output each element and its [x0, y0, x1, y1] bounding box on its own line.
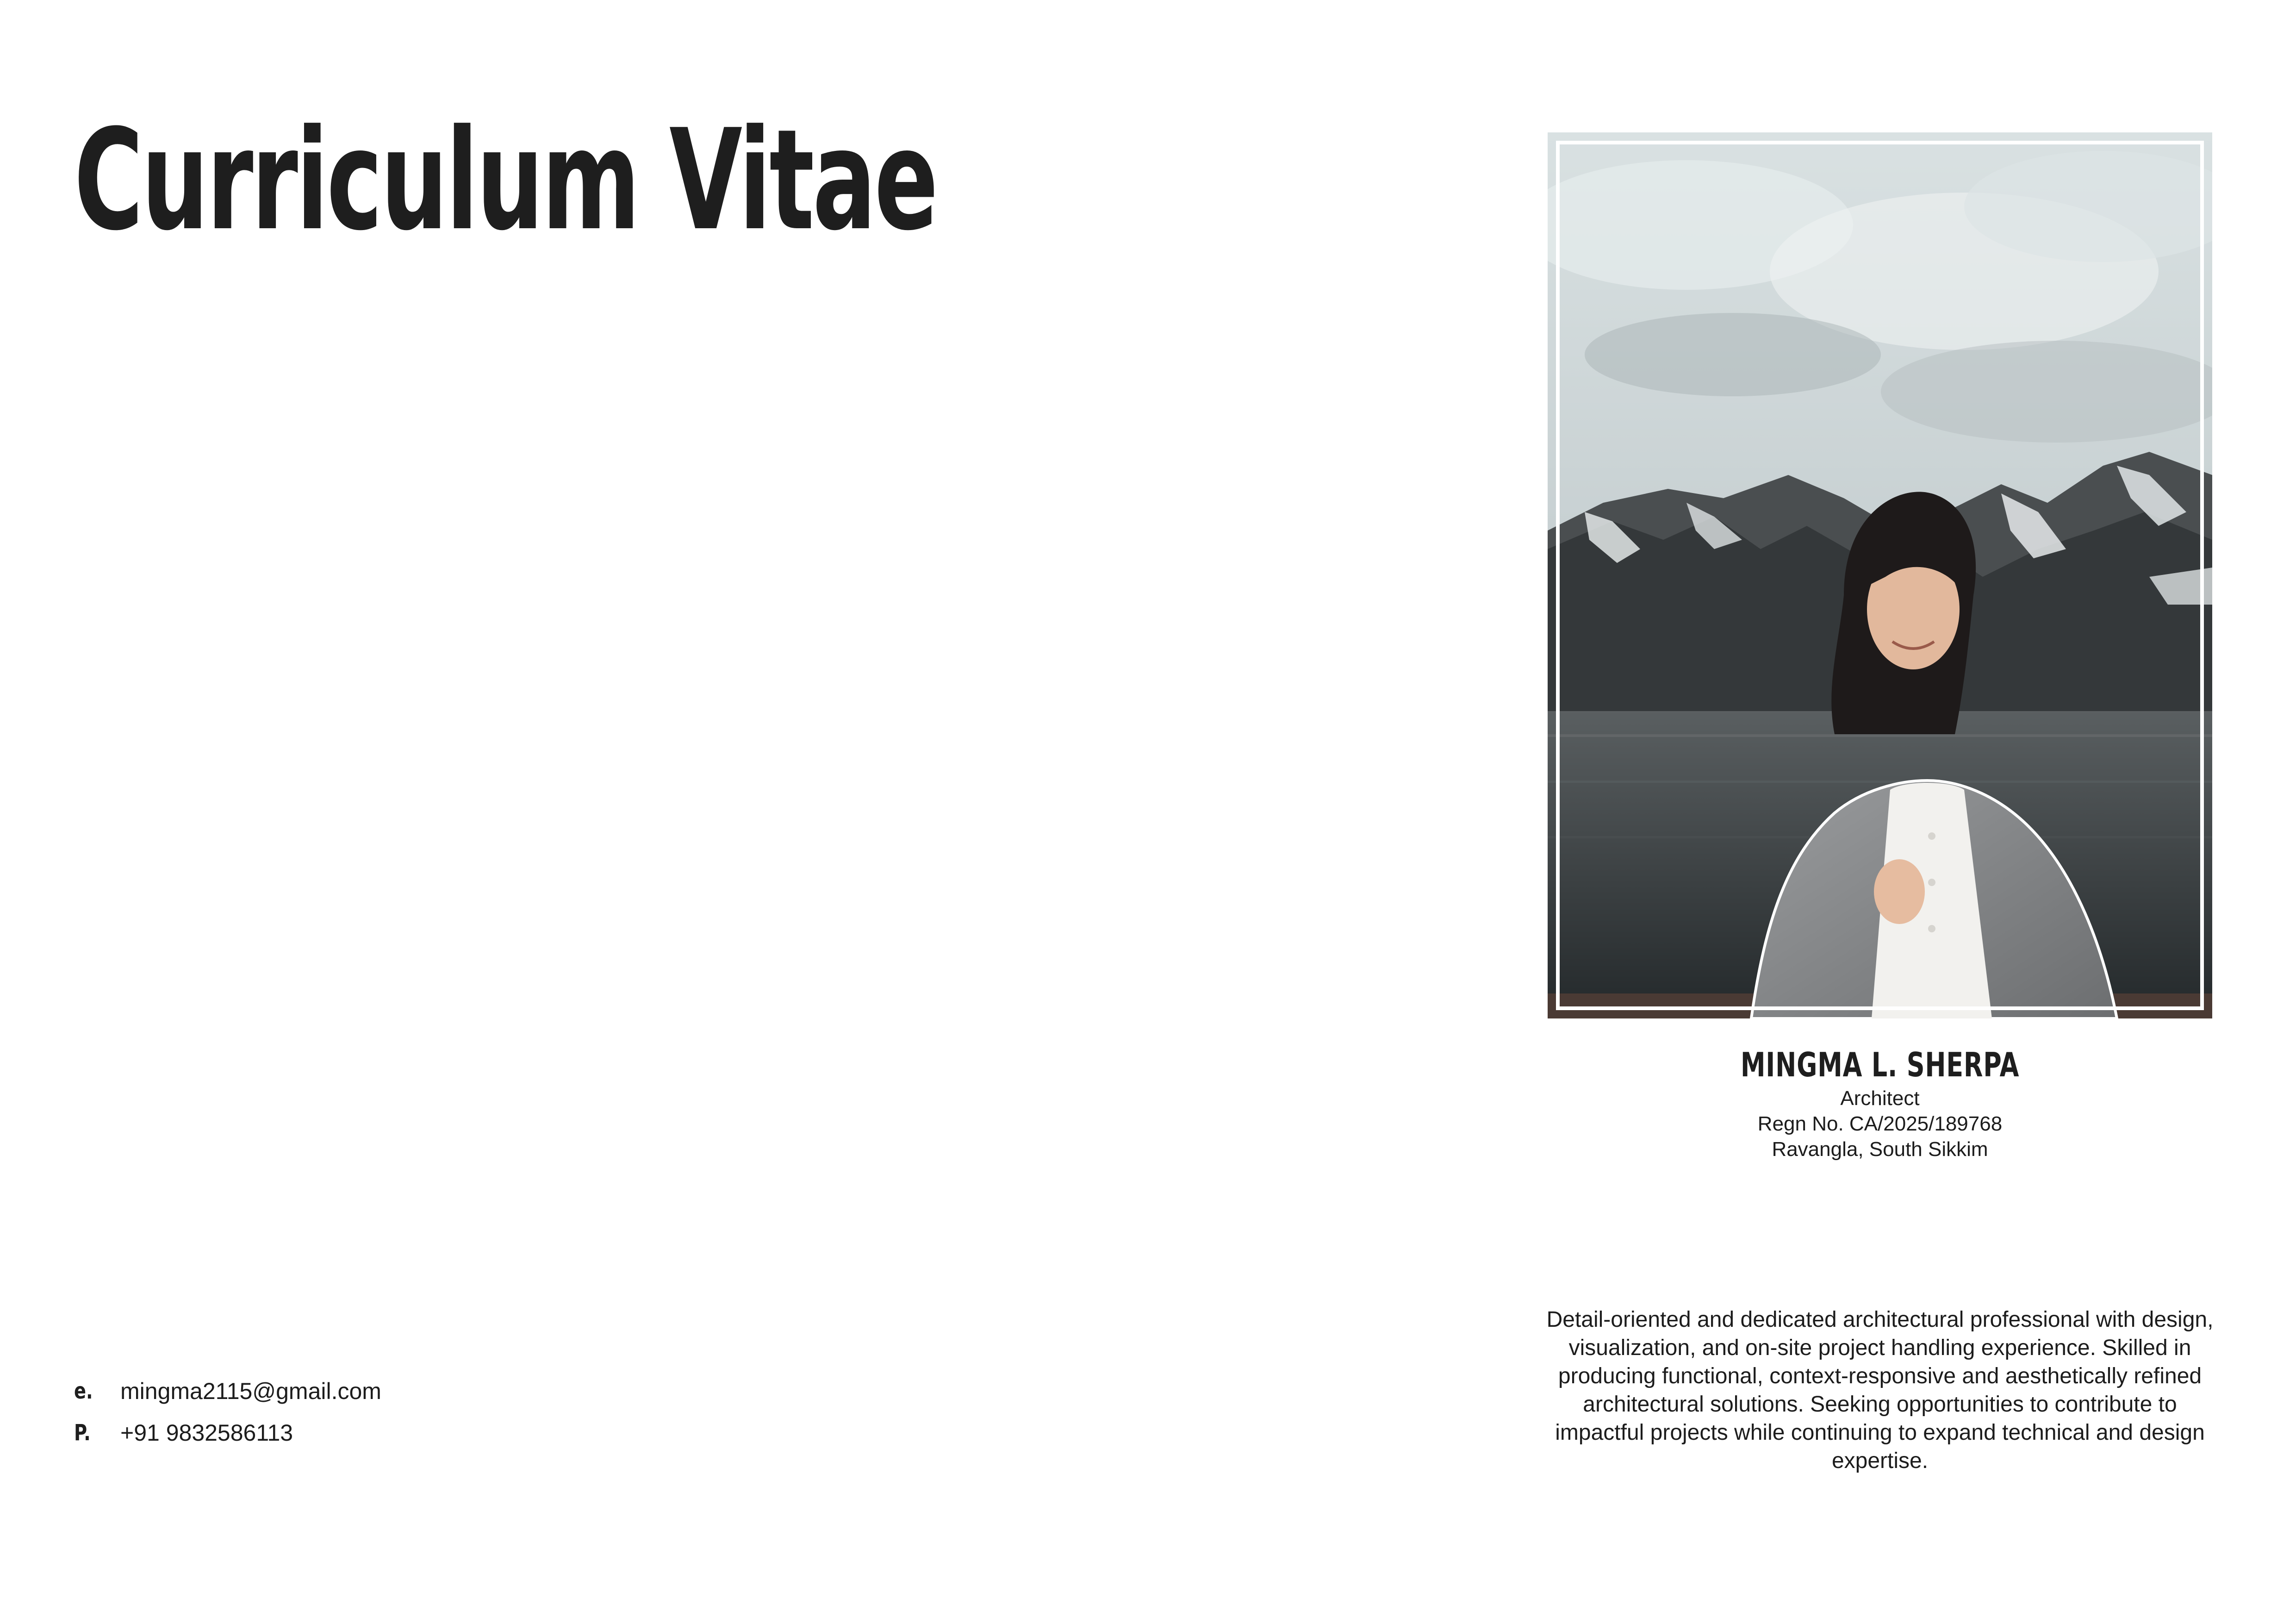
contact-email-row: [74, 1370, 381, 1412]
email-key: e.: [74, 1378, 93, 1404]
email-value[interactable]: mingma2115@gmail.com: [120, 1378, 381, 1404]
profile-photo: [1548, 132, 2212, 1018]
profile-registration: Regn No. CA/2025/189768: [1757, 1112, 2003, 1135]
phone-key: P.: [74, 1420, 91, 1446]
phone-value[interactable]: +91 9832586113: [120, 1420, 293, 1446]
profile-block: [1548, 1044, 2212, 1162]
profile-role: Architect: [1840, 1087, 1920, 1110]
contact-block: [74, 1370, 381, 1454]
profile-name: MINGMA L. SHERPA: [1740, 1045, 2020, 1084]
profile-summary: Detail-oriented and dedicated architectural professional with design, visualization, and on-site project handling experience. Skilled in producing functional, context-responsive and aesthetically refined architectural solutions. Seeking opportunities to contribute to impactful projects while continuing to expand technical and design expertise.: [1546, 1307, 2214, 1473]
profile-location: Ravangla, South Sikkim: [1772, 1138, 1988, 1161]
page-title: Curriculum Vitae: [74, 100, 937, 261]
contact-phone-row: [74, 1412, 381, 1454]
